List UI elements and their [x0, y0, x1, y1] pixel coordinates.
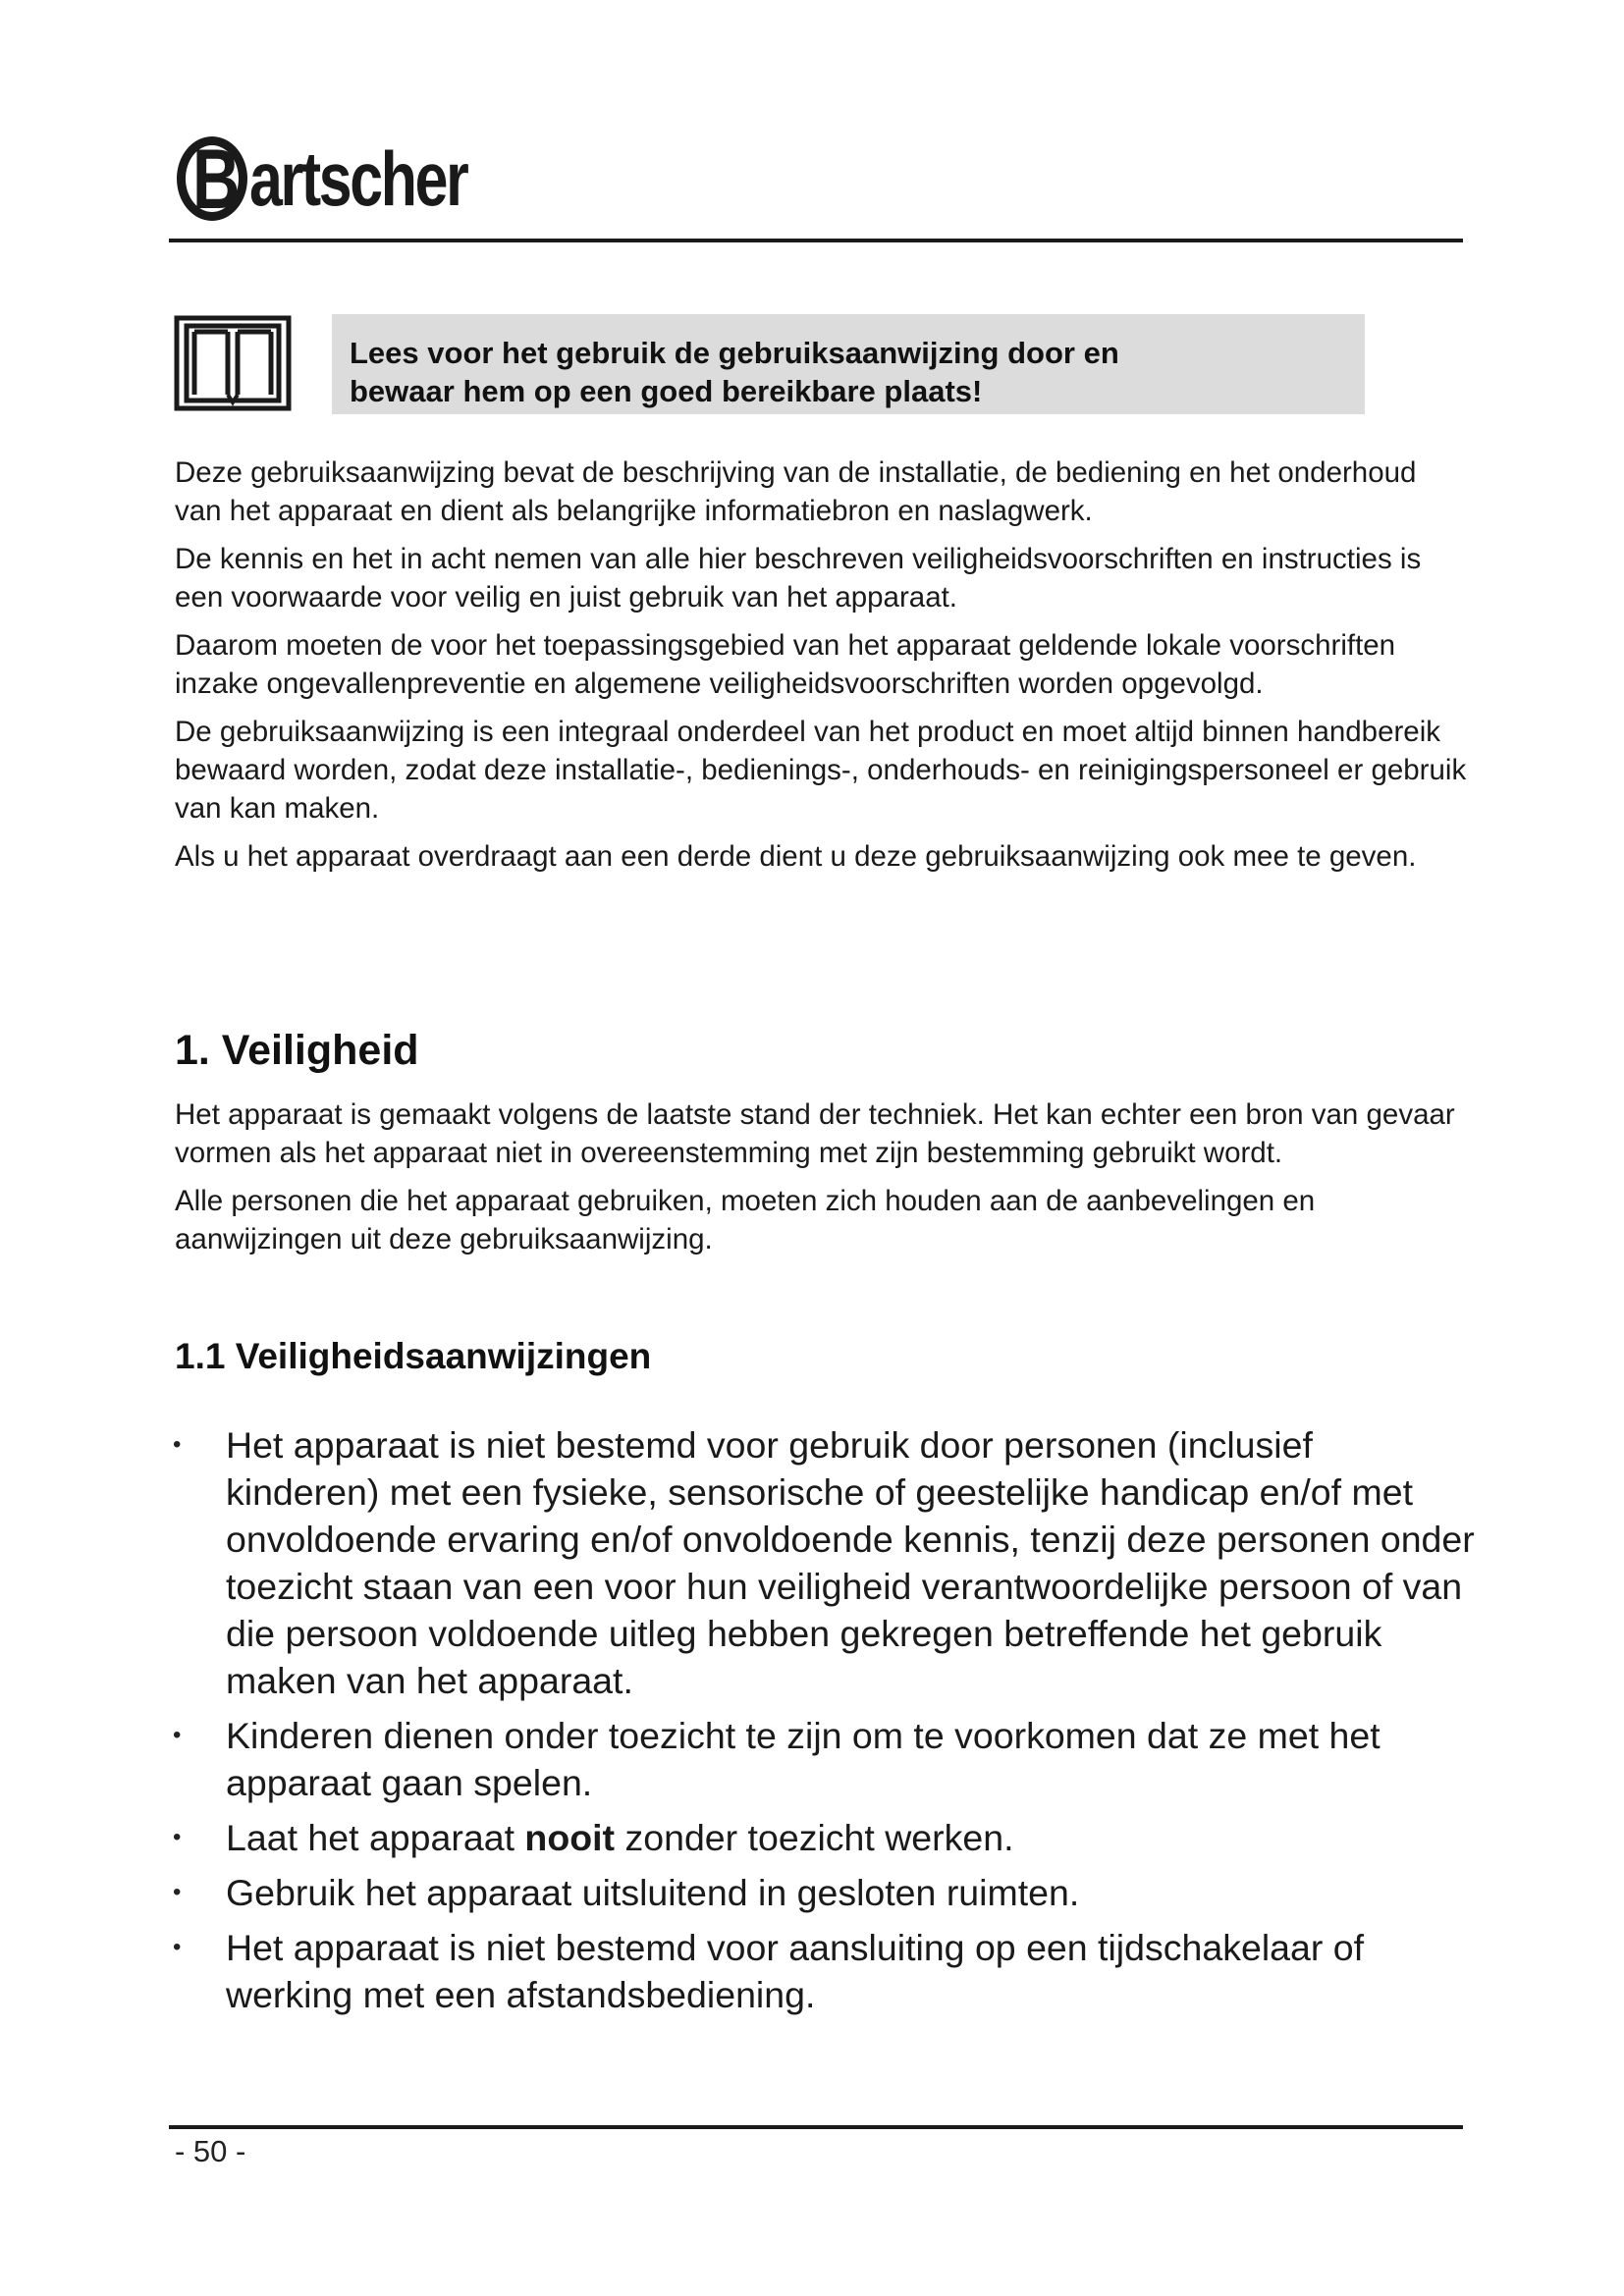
safety-instructions-list — [169, 1421, 1475, 2026]
page-number: - 50 - — [175, 2134, 246, 2168]
list-item-text: Kinderen dienen onder toezicht te zijn om te voorkomen dat ze met het apparaat gaan spelen. — [226, 1715, 1380, 1803]
list-item-text: Het apparaat is niet bestemd voor aansluiting op een tijdschakelaar of werking met een afstandsbediening. — [226, 1927, 1365, 2015]
intro-paragraph: De kennis en het in acht nemen van alle hier beschreven veiligheidsvoorschriften en instructies is een voorwaarde voor veilig en juist gebruik van het apparaat. — [175, 543, 1422, 614]
list-item — [169, 1869, 1475, 1916]
header-rule — [169, 239, 1463, 242]
intro-paragraph: Als u het apparaat overdraagt aan een derde dient u deze gebruiksaanwijzing ook mee te geven. — [175, 840, 1417, 873]
subsection-heading: 1.1 Veiligheidsaanwijzingen — [175, 1336, 652, 1376]
bullet-icon: • — [173, 1934, 182, 1960]
list-item-text-before: Laat het apparaat — [226, 1817, 525, 1858]
intro-paragraph: Daarom moeten de voor het toepassingsgebied van het apparaat geldende lokale voorschriften inzake ongevallenpreventie en algemene veiligheidsvoorschriften worden opgevolgd. — [175, 629, 1396, 700]
list-item — [169, 1421, 1475, 1704]
list-item — [169, 1924, 1475, 2018]
footer-rule — [169, 2125, 1463, 2129]
list-item-text-after: zonder toezicht werken. — [615, 1817, 1014, 1858]
intro-paragraph: Deze gebruiksaanwijzing bevat de beschrijving van de installatie, de bediening en het onderhoud van het apparaat en dient als belangrijke informatiebron en naslagwerk. — [175, 456, 1417, 527]
emphasis-never: nooit — [524, 1817, 616, 1858]
logo-initial: B — [192, 133, 241, 227]
list-item-text: Gebruik het apparaat uitsluitend in gesloten ruimten. — [226, 1872, 1080, 1913]
brand-logo — [177, 130, 528, 228]
notice-line-2: bewaar hem op een goed bereikbare plaats! — [350, 374, 983, 408]
book-icon — [173, 314, 293, 412]
list-item — [169, 1814, 1475, 1861]
list-item — [169, 1712, 1475, 1806]
bullet-icon: • — [173, 1879, 182, 1905]
logo-mark — [177, 133, 247, 227]
section-text — [175, 1095, 1471, 1268]
bullet-icon: • — [173, 1824, 182, 1850]
read-manual-notice — [332, 314, 1365, 414]
bullet-icon: • — [173, 1722, 182, 1748]
bullet-icon: • — [173, 1431, 182, 1458]
logo-wordmark: artscher — [249, 135, 467, 222]
section-heading: 1. Veiligheid — [175, 1027, 419, 1074]
intro-text — [175, 454, 1471, 885]
list-item-text: Het apparaat is niet bestemd voor gebruik door personen (inclusief kinderen) met een fysieke, sensorische of geestelijke handicap en/of met onvoldoende ervaring en/of onvoldoende kennis, tenzij deze personen onder toezicht staan van een voor hun veiligheid verantwoordelijke persoon of van die persoon voldoende uitleg hebben gekregen betreffende het gebruik maken van het apparaat. — [226, 1424, 1475, 1701]
intro-paragraph: De gebruiksaanwijzing is een integraal onderdeel van het product en moet altijd binnen handbereik bewaard worden, zodat deze installatie-, bedienings-, onderhouds- en reinigingspersoneel er gebruik van kan maken. — [175, 716, 1467, 825]
notice-line-1: Lees voor het gebruik de gebruiksaanwijzing door en — [350, 336, 1119, 370]
section-paragraph: Alle personen die het apparaat gebruiken, moeten zich houden aan de aanbevelingen en aanwijzingen uit deze gebruiksaanwijzing. — [175, 1185, 1316, 1255]
section-paragraph: Het apparaat is gemaakt volgens de laatste stand der techniek. Het kan echter een bron van gevaar vormen als het apparaat niet in overeenstemming met zijn bestemming gebruikt wordt. — [175, 1098, 1455, 1169]
